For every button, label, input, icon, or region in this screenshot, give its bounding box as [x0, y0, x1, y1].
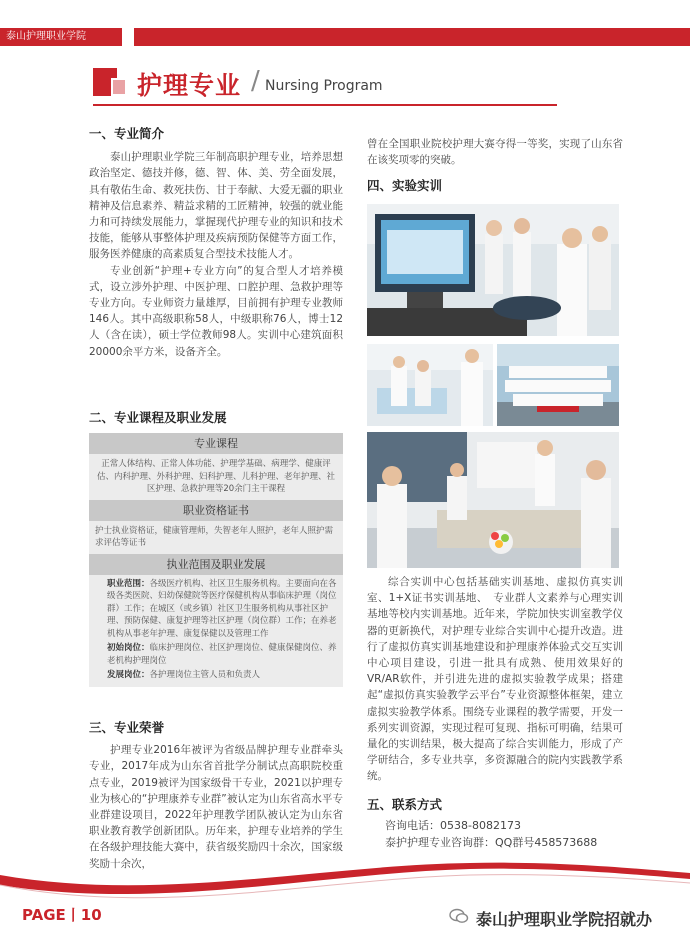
- contact-phone: 咨询电话：0538-8082173: [385, 818, 521, 832]
- career-table-header: 执业范围及职业发展: [89, 554, 343, 575]
- cert-table-header: 职业资格证书: [89, 500, 343, 521]
- training-photo-vr-lab: [367, 204, 619, 336]
- career-dev-label: 发展岗位：: [107, 670, 150, 681]
- career-scope: [107, 578, 337, 641]
- training-photo-group: [497, 344, 619, 426]
- left-column-sec3: [89, 720, 343, 872]
- header-bar: [0, 28, 690, 46]
- intro-paragraph-1: 泰山护理职业学院三年制高职护理专业，培养思想政治坚定、德技并修，德、智、体、美、劳全面发展，具有敬佑生命、救死扶伤、甘于奉献、大爱无疆的职业精神及信息素养、精益求精的工匠精神，较强的就业能力和可持续发展能力，掌握现代护理专业的知识和技术技能，能够从事整体护理及疾病预防保健等方面工作，服务医养健康的高素质复合型技术技能人才。: [89, 151, 343, 261]
- training-photo-bedside: [367, 344, 493, 426]
- title-square-small-icon: [111, 78, 127, 96]
- watermark-text: 泰山护理职业学院招就办: [476, 910, 653, 929]
- wechat-icon: [449, 908, 469, 924]
- section-heading-intro: 一、专业简介: [89, 126, 165, 141]
- contact-qq: 泰护护理专业咨询群：QQ群号458573688: [385, 835, 598, 849]
- honors-paragraph: 护理专业2016年被评为省级品牌护理专业群牵头专业，2017年成为山东省首批学分制试点高职院校重点专业，2019被评为国家级骨干专业，2021以护理专业为核心的“护理康养专业群”被认定为山东省高水平专业群建设项目，2022年护理教学团队被认定为山东省职业教育教学创新团队。历年来，护理专业培养的学生在各级护理技能大赛中，获省级奖励四十余次，国家级奖励十余次，: [89, 744, 343, 870]
- courses-table-body: 正常人体结构、正常人体功能、护理学基础、病理学、健康评估、内科护理、外科护理、妇科护理、儿科护理、老年护理、社区护理、急救护理等20余门主干课程: [89, 454, 343, 500]
- right-column-training-text: [367, 574, 623, 851]
- right-column-top: [367, 136, 623, 195]
- career-scope-label: 职业范围：: [107, 578, 150, 589]
- left-column: [89, 126, 343, 360]
- header-red-strip: [134, 28, 690, 46]
- career-initial-text: 临床护理岗位、社区护理岗位、健康保健岗位、养老机构护理岗位: [107, 643, 337, 666]
- training-paragraph: 综合实训中心包括基础实训基地、虚拟仿真实训室、1+X证书实训基地、 专业群人文素养与心理实训基地等校内实训基地。近年来，学院加快实训室教学仪器的更新换代，对护理专业综合实训中心提升改造。进行了虚拟仿真实训基地建设和护理康养体验式交互实训中心项目建设，引进一批具有成熟、使用效果好的VR/AR软件，并引进先进的虚拟实验教学成果；搭建起“虚拟仿真实验教学云平台”专业资源整体框架，建立虚拟实验教学体系。围绕专业课程的教学需要，开发一系列实训资源，实现过程可复现、指标可明确，结果可量化的实训结果，极大提高了综合实训能力，形成了产学研结合，多专业共享，多资源融合的院内实践教学系统。: [367, 576, 623, 783]
- courses-table: [89, 433, 343, 687]
- courses-table-header: 专业课程: [89, 433, 343, 454]
- left-column-sec2: [89, 410, 343, 687]
- career-initial-label: 初始岗位：: [107, 643, 150, 654]
- page-title: 护理专业: [137, 71, 242, 100]
- page-number: PAGE丨10: [22, 906, 102, 924]
- section-heading-training: 四、实验实训: [367, 178, 443, 194]
- cert-table-body: 护士执业资格证，健康管理师，失智老年人照护，老年人照护需求评估等证书: [89, 521, 343, 554]
- training-photo-classroom: [367, 432, 619, 568]
- career-scope-text: 各级医疗机构、社区卫生服务机构。主要面向在各级各类医院、妇幼保健院等医疗保健机构从事临床护理（岗位群）工作；在城区（或乡镇）社区卫生服务机构从事社区护理、预防保健、康复护理等社区护理（岗位群）工作；在养老机构从事老年护理、康复保健以及管理工作: [107, 578, 337, 639]
- footer-curve: [0, 855, 690, 949]
- career-initial: [107, 642, 337, 667]
- section-heading-contact: 五、联系方式: [367, 796, 443, 812]
- contact-info: [367, 817, 623, 851]
- title-slash: /: [251, 66, 260, 96]
- page-title-english: Nursing Program: [265, 78, 383, 94]
- title-underline: [93, 104, 557, 106]
- header-school-name: 泰山护理职业学院: [6, 31, 86, 42]
- intro-paragraph-2: 专业创新“护理+专业方向”的复合型人才培养模式，设立涉外护理、中医护理、口腔护理、急救护理等专业方向。专业师资力量雄厚，目前拥有护理专业教师146人。其中高级职称58人，中级职称76人，博士12人（含在读），硕士学位教师98人。实训中心建筑面积20000余平方米，设备齐全。: [89, 264, 343, 358]
- career-table-body: [89, 575, 343, 687]
- career-dev: [107, 669, 337, 682]
- header-school-block: [0, 28, 122, 46]
- section-heading-honors: 三、专业荣誉: [89, 720, 165, 735]
- section-heading-courses: 二、专业课程及职业发展: [89, 410, 227, 425]
- career-dev-text: 各护理岗位主管人员和负责人: [149, 670, 261, 681]
- honors-paragraph-continued: 曾在全国职业院校护理大赛夺得一等奖，实现了山东省在该奖项零的突破。: [367, 138, 623, 167]
